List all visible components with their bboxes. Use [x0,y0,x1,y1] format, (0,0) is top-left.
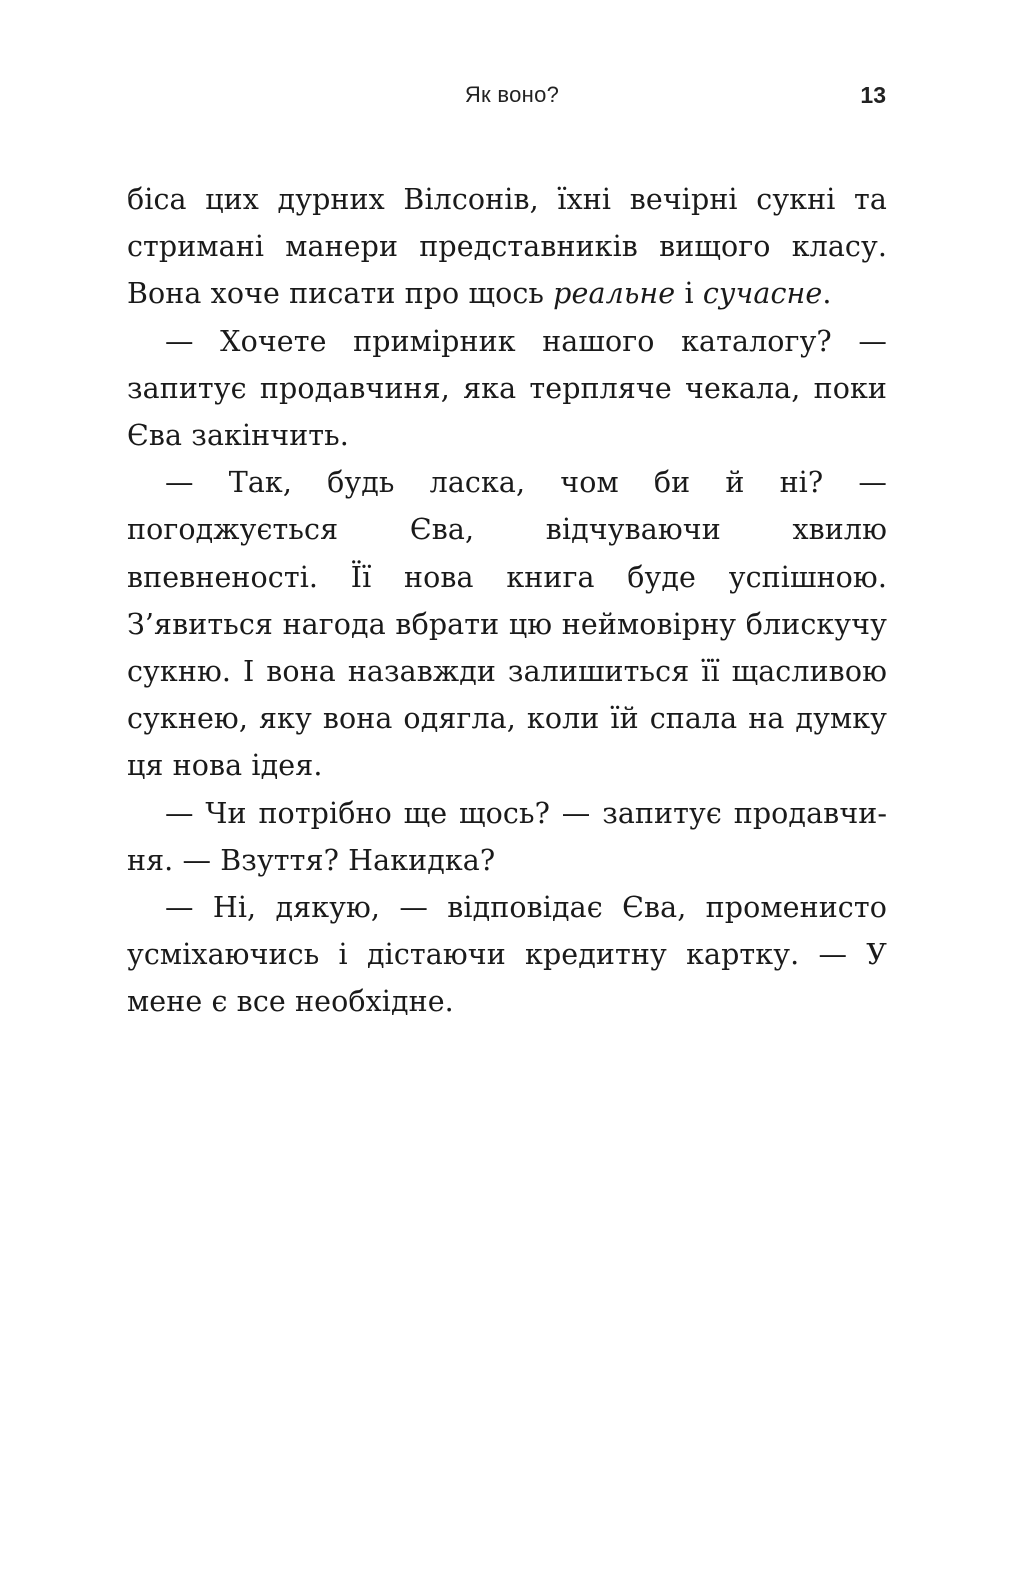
paragraph [127,884,887,1026]
text-run: — Ні, дякую, — відповідає Єва, променисто усміхаючись і дістаючи кредитну картку. — У мене є все необхідне. [127,891,887,1019]
italic-text: сучасне [702,277,823,311]
paragraph [127,176,887,318]
italic-text: реальне [553,277,676,311]
text-run: . [822,277,832,311]
text-run: і [675,277,703,311]
paragraph [127,318,887,460]
text-run: — Хочете примірник нашого каталогу? — запитує продавчиня, яка терпляче чекала, поки Єва закінчить. [127,324,887,453]
running-title: Як воно? [464,82,560,107]
text-run: біса цих дурних Вілсонів, їхні вечірні сукні та стримані манери представників вищого класу. Вона хоче писати про щось [127,183,887,311]
text-run: — Так, будь ласка, чом би й ні? — погоджується Єва, відчуваючи хвилю впевненості. Її нова книга буде успішною. З’явиться нагода вбрати цю неймовірну блискучу сукню. І вона назавжди залишиться її щасливою сукнею, яку вона одягла, коли їй спала на думку ця нова ідея. [127,466,887,783]
body-text [127,176,887,1026]
paragraph [127,459,887,789]
page-number: 13 [860,82,886,108]
text-run: — Чи потрібно ще щось? — запитує продавчиня. — Взуття? Накидка? [127,796,887,877]
running-head [0,78,1024,112]
paragraph [127,790,887,884]
